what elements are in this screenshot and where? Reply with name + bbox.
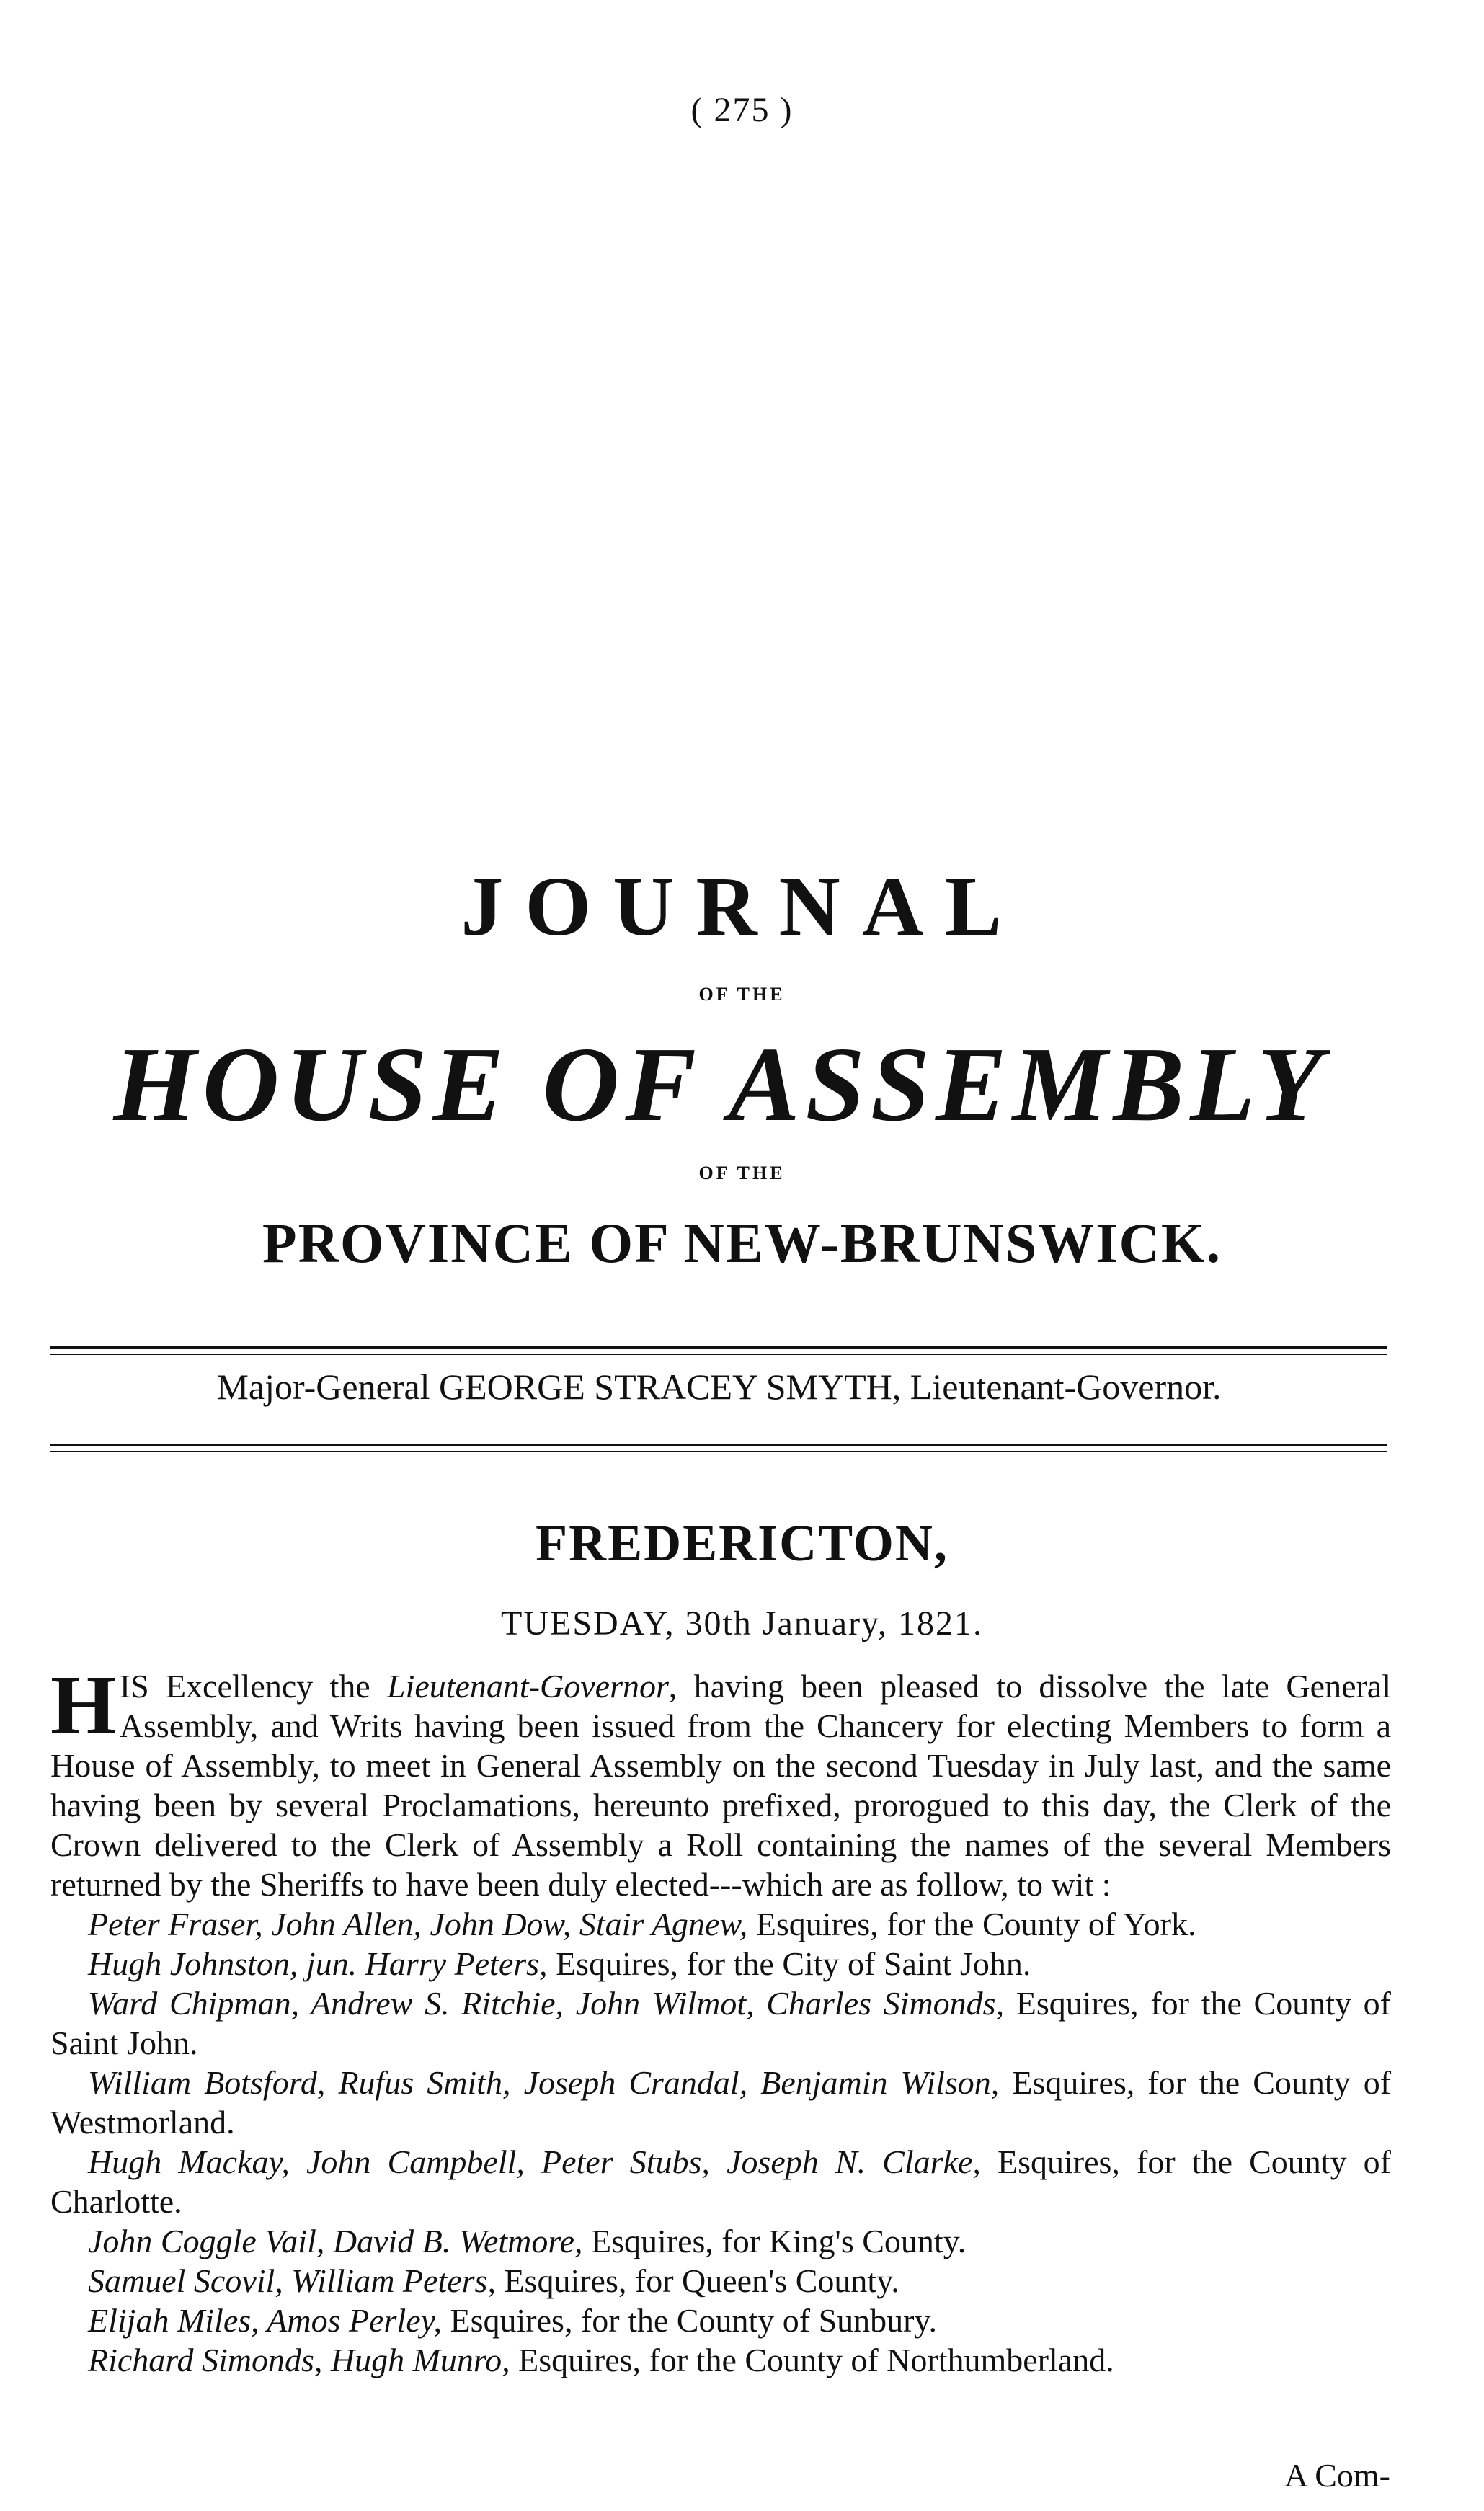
member-names: William Botsford, Rufus Smith, Joseph Crandal, Benjamin Wilson, <box>88 2064 1000 2101</box>
member-county: Esquires, for the County of Charlotte. <box>50 2143 1391 2220</box>
rule-top-thin <box>50 1354 1387 1355</box>
governor-line: Major-General GEORGE STRACEY SMYTH, Lieutenant-Governor. <box>216 1366 1222 1407</box>
member-entry <box>50 1944 1391 1983</box>
intro-paragraph <box>50 1658 1391 1904</box>
title-journal: JOURNAL <box>461 859 1023 954</box>
member-entry <box>50 2142 1391 2221</box>
date-line: TUESDAY, 30th January, 1821. <box>501 1604 983 1643</box>
member-entry <box>50 2221 1391 2261</box>
member-names: Peter Fraser, John Allen, John Dow, Stair Agnew, <box>88 1906 748 1942</box>
member-entry <box>50 2301 1391 2340</box>
member-county: Esquires, for the County of Northumberland. <box>510 2342 1114 2378</box>
title-of-the-1: OF THE <box>698 984 786 1005</box>
member-county: Esquires, for Queen's County. <box>495 2262 899 2299</box>
member-names: Elijah Miles, Amos Perley, <box>88 2302 443 2339</box>
place-heading: FREDERICTON, <box>536 1514 948 1572</box>
member-names: Hugh Johnston, jun. Harry Peters, <box>88 1945 548 1982</box>
title-house-of-assembly: HOUSE OF ASSEMBLY <box>113 1026 1328 1144</box>
catchword: A Com- <box>1284 2457 1390 2494</box>
member-names: John Coggle Vail, David B. Wetmore, <box>88 2223 583 2259</box>
member-entry <box>50 1983 1391 2063</box>
rule-top-thick <box>50 1346 1387 1349</box>
page-number: ( 275 ) <box>690 91 794 129</box>
drop-cap: H <box>50 1658 117 1752</box>
rule-bottom-thick <box>50 1444 1387 1446</box>
member-names: Hugh Mackay, John Campbell, Peter Stubs, Joseph N. Clarke, <box>88 2143 981 2180</box>
journal-body <box>50 1658 1392 2380</box>
member-county: Esquires, for the County of York. <box>747 1906 1196 1942</box>
member-entry <box>50 2340 1391 2380</box>
member-county: Esquires, for the County of Westmorland. <box>50 2064 1392 2141</box>
member-entry <box>50 2261 1391 2301</box>
intro-text-before: IS Excellency the <box>119 1668 387 1705</box>
member-county: Esquires, for King's County. <box>582 2223 967 2259</box>
rule-bottom-thin <box>50 1451 1387 1452</box>
member-names: Ward Chipman, Andrew S. Ritchie, John Wilmot, Charles Simonds, <box>88 1985 1005 2022</box>
member-county: Esquires, for the County of Sunbury. <box>442 2302 937 2339</box>
title-of-the-2: OF THE <box>698 1163 786 1183</box>
member-county: Esquires, for the City of Saint John. <box>547 1945 1031 1982</box>
intro-italic: Lieutenant-Governor <box>386 1668 669 1705</box>
member-entry <box>50 1904 1391 1944</box>
member-county: Esquires, for the County of Saint John. <box>50 1985 1391 2061</box>
member-entry <box>50 2063 1391 2142</box>
member-names: Richard Simonds, Hugh Munro, <box>88 2342 510 2378</box>
title-province: PROVINCE OF NEW-BRUNSWICK. <box>262 1212 1222 1274</box>
intro-text-after: , having been pleased to dissolve the late General Assembly, and Writs having been issued from the Chancery for electing Members to form a House of Assembly, to meet in General Assembly on the second Tuesday in July last, and the same having been by several Proclamations, hereunto prefixed, prorogued to this day, the Clerk of the Crown delivered to the Clerk of Assembly a Roll containing the names of the several Members returned by the Sheriffs to have been duly elected---which are as follow, to wit : <box>50 1668 1391 1903</box>
member-names: Samuel Scovil, William Peters, <box>88 2262 496 2299</box>
